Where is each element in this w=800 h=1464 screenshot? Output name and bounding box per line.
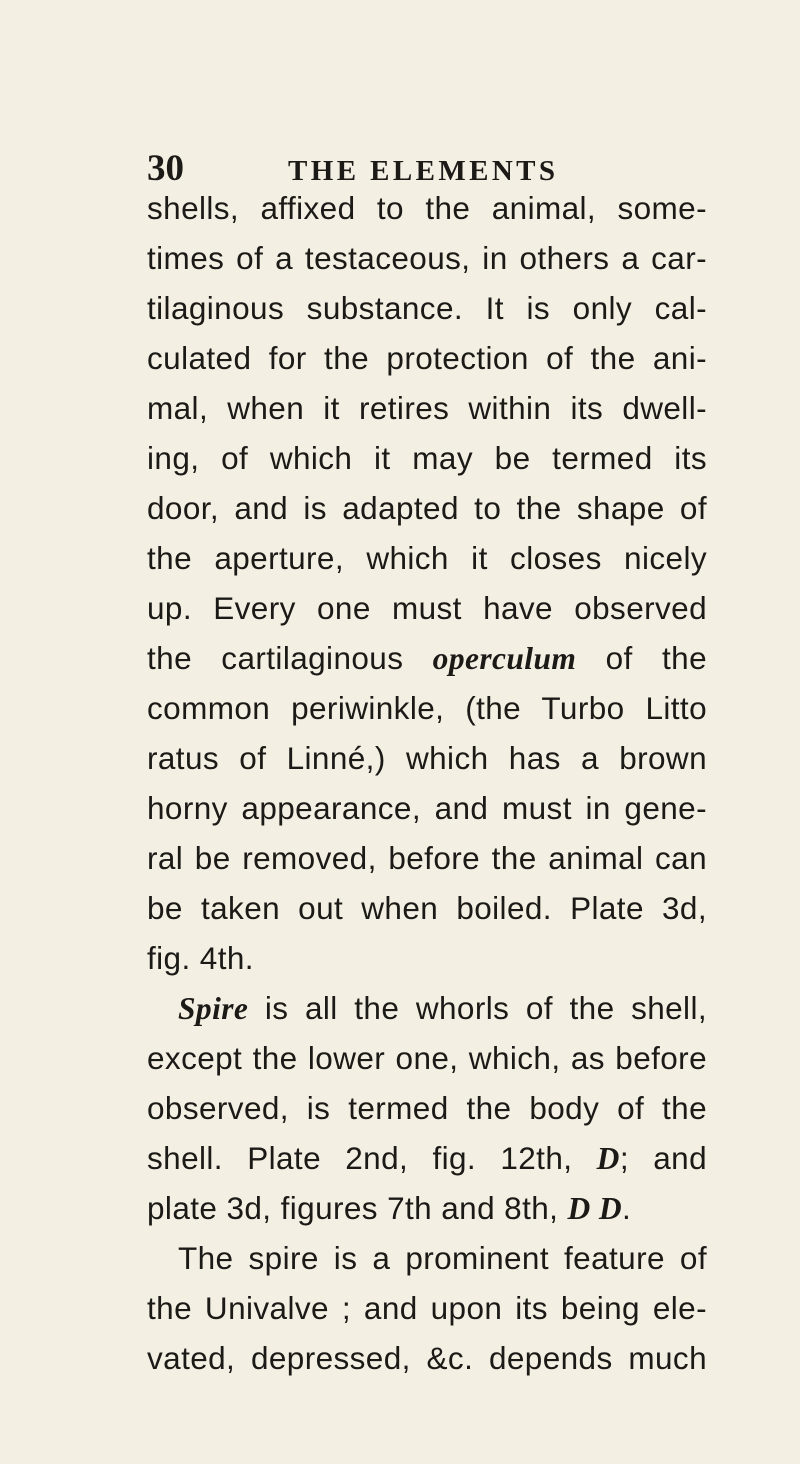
text-line: The spire is a prominent feature of — [178, 1240, 707, 1276]
text-line: ratus of Linné,) which has a brown — [147, 740, 707, 776]
text-line: ral be removed, before the animal can — [147, 840, 707, 876]
text-line: fig. 4th. — [147, 940, 254, 976]
text-line: ing, of which it may be termed its — [147, 440, 707, 476]
page-number: 30 — [147, 148, 184, 189]
body-text — [147, 183, 707, 1383]
text-line: mal, when it retires within its dwell- — [147, 390, 707, 426]
text-segment: ; and — [619, 1140, 707, 1176]
text-segment: the cartilaginous — [147, 640, 433, 676]
text-segment: . — [622, 1190, 632, 1226]
text-line — [147, 983, 707, 1033]
text-line: the aperture, which it closes nicely — [147, 540, 707, 576]
text-line: horny appearance, and must in gene- — [147, 790, 707, 826]
text-segment: shell. Plate 2nd, fig. 12th, — [147, 1140, 597, 1176]
text-line: up. Every one must have observed — [147, 590, 707, 626]
text-line: the Univalve ; and upon its being ele- — [147, 1290, 707, 1326]
text-segment: of the — [576, 640, 707, 676]
text-line: common periwinkle, (the Turbo Litto — [147, 690, 707, 726]
text-line — [147, 1133, 707, 1183]
text-line — [147, 633, 707, 683]
text-line: shells, affixed to the animal, some- — [147, 190, 707, 226]
italic-term: Spire — [178, 991, 249, 1026]
text-line — [147, 1183, 707, 1233]
text-line: door, and is adapted to the shape of — [147, 490, 707, 526]
italic-term: D D — [567, 1191, 623, 1226]
italic-term: D — [596, 1141, 620, 1176]
text-line: vated, depressed, &c. depends much — [147, 1340, 707, 1376]
text-line: culated for the protection of the ani- — [147, 340, 707, 376]
text-line: times of a testaceous, in others a car- — [147, 240, 707, 276]
text-line: tilaginous substance. It is only cal- — [147, 290, 707, 326]
text-line: be taken out when boiled. Plate 3d, — [147, 890, 707, 926]
italic-term: operculum — [432, 641, 577, 676]
text-line: except the lower one, which, as before — [147, 1040, 707, 1076]
text-segment: plate 3d, figures 7th and 8th, — [147, 1190, 568, 1226]
text-line: observed, is termed the body of the — [147, 1090, 707, 1126]
running-head: THE ELEMENTS — [288, 155, 559, 187]
text-segment: is all the whorls of the shell, — [248, 990, 707, 1026]
